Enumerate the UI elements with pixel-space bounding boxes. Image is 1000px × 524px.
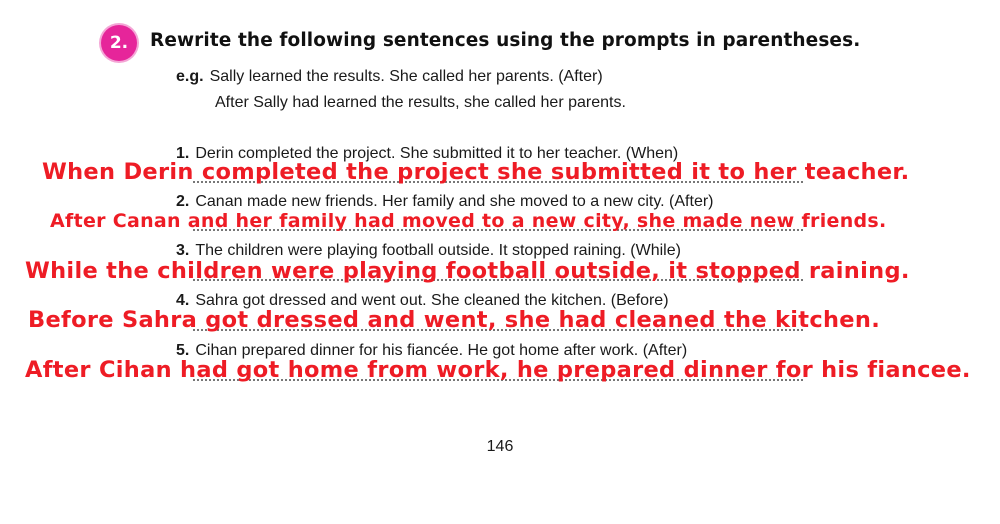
item-1-answer: When Derin completed the project she submitted it to her teacher.	[42, 159, 910, 185]
item-4-text: Sahra got dressed and went out. She cleaned the kitchen. (Before)	[195, 292, 669, 309]
item-2-text: Canan made new friends. Her family and she moved to a new city. (After)	[195, 193, 714, 210]
item-2-answer: After Canan and her family had moved to a new city, she made new friends.	[50, 210, 887, 232]
item-3-text: The children were playing football outside. It stopped raining. (While)	[195, 242, 681, 259]
example-label: e.g.	[176, 68, 204, 85]
page-number: 146	[486, 438, 514, 455]
example-sentence-line	[176, 68, 603, 86]
item-4-answer: Before Sahra got dressed and went, she had cleaned the kitchen.	[28, 307, 881, 333]
item-2-line	[176, 193, 714, 211]
example-sentence: Sally learned the results. She called her parents. (After)	[209, 68, 603, 85]
item-5-answer: After Cihan had got home from work, he prepared dinner for his fiancee.	[25, 357, 971, 383]
item-3-number: 3.	[176, 242, 190, 259]
item-3-answer: While the children were playing football outside, it stopped raining.	[25, 258, 910, 284]
item-2-number: 2.	[176, 193, 190, 210]
item-1-number: 1.	[176, 145, 190, 162]
example-answer: After Sally had learned the results, she called her parents.	[215, 94, 626, 111]
item-1-text: Derin completed the project. She submitted it to her teacher. (When)	[195, 145, 679, 162]
item-5-number: 5.	[176, 342, 190, 359]
item-4-number: 4.	[176, 292, 190, 309]
exercise-instruction: Rewrite the following sentences using the prompts in parentheses.	[150, 30, 861, 51]
exercise-number-badge: 2.	[101, 25, 137, 61]
item-5-text: Cihan prepared dinner for his fiancée. He got home after work. (After)	[195, 342, 688, 359]
